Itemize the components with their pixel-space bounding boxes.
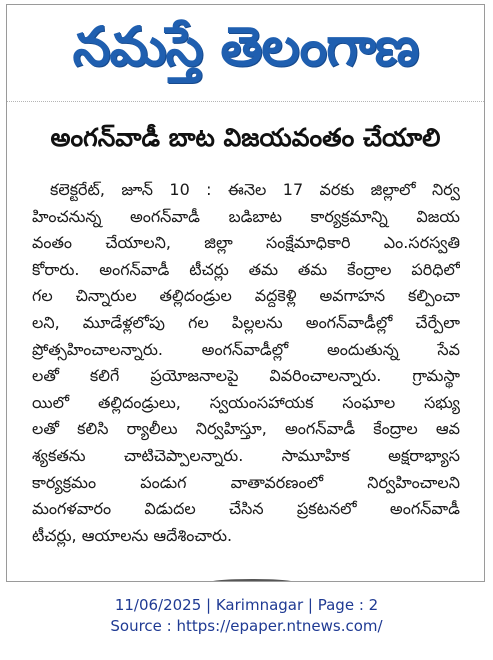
article-line: మంగళవారం విడుదల చేసిన ప్రకటనలో అంగన్‌వాడీ	[32, 499, 460, 519]
article-body	[32, 177, 460, 549]
article-line: టీచర్లు, ఆయాలను ఆదేశించారు.	[32, 525, 233, 545]
article-headline: అంగన్‌వాడీ బాట విజయవంతం చేయాలి	[50, 123, 441, 152]
article-line: కార్యక్రమం పండుగ వాతావరణంలో నిర్వహించాలని	[32, 472, 460, 492]
article-line: గల చిన్నారుల తల్లిదండ్రుల వద్దకెళ్లి అవగాహన కల్పించా	[32, 286, 460, 306]
clipping-footer	[0, 595, 493, 637]
edition-info: 11/06/2025 | Karimnagar | Page : 2	[114, 596, 379, 614]
article-line: వంతం చేయాలని, జిల్లా సంక్షేమాధికారి ఎం.సరస్వతి	[32, 233, 460, 253]
dotted-divider	[7, 101, 484, 102]
source-link[interactable]: Source : https://epaper.ntnews.com/	[110, 617, 383, 635]
article-line: హించనున్న అంగన్‌వాడీ బడిబాట కార్యక్రమాన్ని విజయ	[32, 206, 460, 226]
cut-edge-mark	[207, 579, 297, 582]
masthead	[7, 5, 484, 89]
article-line: కోరారు. అంగన్‌వాడీ టీచర్లు తమ తమ కేంద్రాల పరిధిలో	[32, 259, 460, 279]
clipping-frame	[6, 4, 485, 582]
article-line: లతో కలిసి ర్యాలీలు నిర్వహిస్తూ, అంగన్‌వాడీ కేంద్రాల ఆవ	[32, 419, 460, 439]
newspaper-logo: నమస్తే తెలంగాణ	[72, 15, 419, 78]
article-line: ప్రోత్సహించాలన్నారు. అంగన్‌వాడీల్లో అందుతున్న సేవ	[32, 339, 460, 359]
article-line: శ్యకతను చాటిచెప్పాలన్నారు. సామూహిక అక్షరాభ్యాస	[32, 445, 460, 465]
article-line: కలెక్టరేట్‌, జూన్‌ 10 : ఈనెల 17 వరకు జిల్లాలో నిర్వ	[50, 180, 460, 199]
article-line: లతో కలిగే ప్రయోజనాలపై వివరించాలన్నారు. గ్రామస్థా	[32, 366, 460, 386]
article-line: యిలో తల్లిదండ్రులు, స్వయంసహాయక సంఘాల సభ్యు	[32, 392, 460, 412]
article-line: లని, మూడేళ్లలోపు గల పిల్లలను అంగన్‌వాడీల్లో చేర్పేలా	[32, 312, 460, 332]
